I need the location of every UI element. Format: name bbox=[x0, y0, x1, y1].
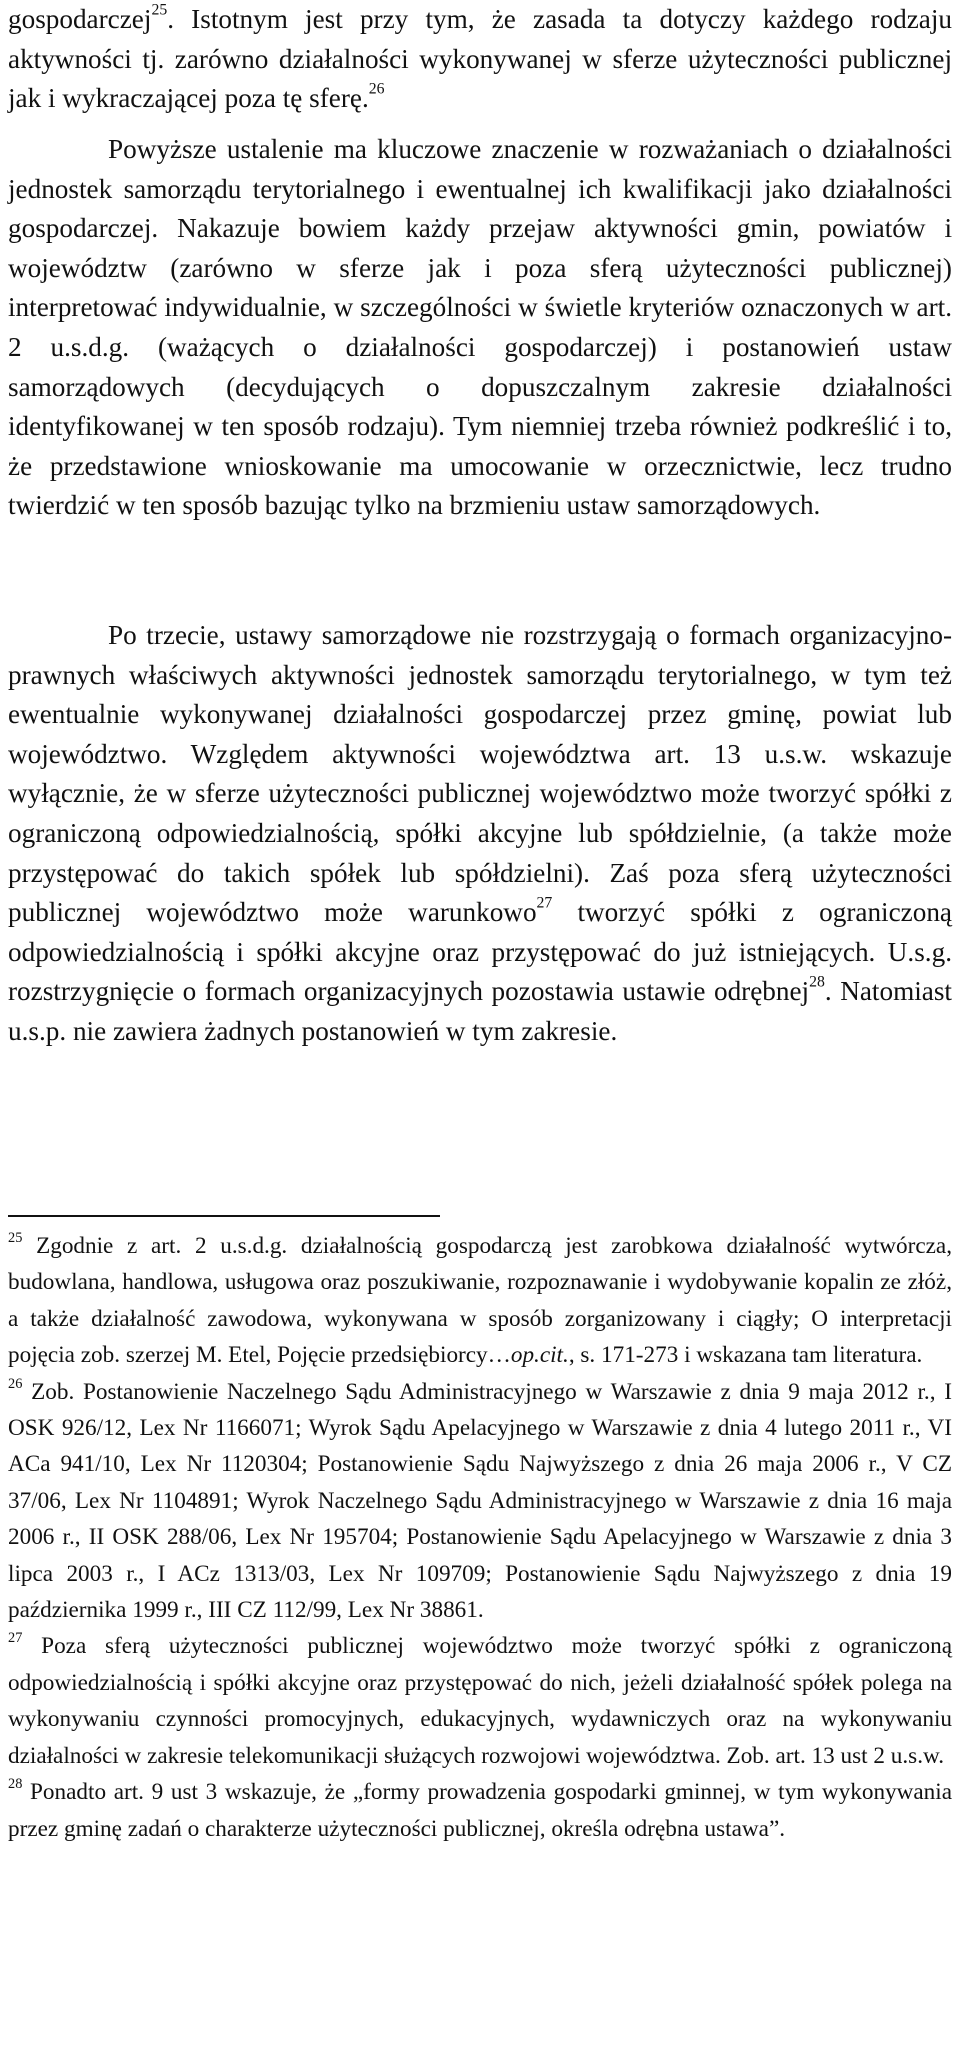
footnote-ref-25[interactable]: 25 bbox=[151, 1, 168, 19]
footnote-26: $^{26}$ Zob. Postanowienie Naczelnego Sądu Administracyjnego w Warszawie z dnia 9 maja 2012 r., I OSK 926/12, Lex Nr 1166071; Wyrok Sądu Apelacyjnego w Warszawie z dnia 4 lutego 2011 r., VI ACa 941/10, Lex Nr 1120304; Postanowienie Sądu Najwyższego z dnia 26 maja 2006 r., V CZ 37/06, Lex Nr 1104891; Wyrok Naczelnego Sądu Administracyjnego w Warszawie z dnia 16 maja 2006 r., II OSK 288/06, Lex Nr 195704; Postanowienie Sądu Apelacyjnego w Warszawie z dnia 3 lipca 2003 r., I ACz 1313/03, Lex Nr 109709; Postanowienie Sądu Najwyższego z dnia 19 października 1999 r., III CZ 112/99, Lex Nr 38861. bbox=[8, 1375, 952, 1624]
paragraph-2: Powyższe ustalenie ma kluczowe znaczenie w rozważaniach o działalności jednostek samorządu terytorialnego i ewentualnej ich kwalifikacji jako działalności gospodarczej. Nakazuje bowiem każdy przejaw aktywności gmin, powiatów i województw (zarówno w sferze jak i poza sferą użyteczności publicznej) interpretować indywidualnie, w szczególności w świetle kryteriów oznaczonych w art. 2 u.s.d.g. (ważących o działalności gospodarczej) i postanowień ustaw samorządowych (decydujących o dopuszczalnym zakresie działalności identyfikowanej w ten sposób rodzaju). Tym niemniej trzeba również podkreślić i to, że przedstawione wnioskowanie ma umocowanie w orzecznictwie, lecz trudno twierdzić w ten sposób bazując tylko na brzmieniu ustaw samorządowych. bbox=[8, 134, 952, 521]
footnote-28: $^{28}$ Ponadto art. 9 ust 3 wskazuje, że „formy prowadzenia gospodarki gminnej, w tym wykonywania przez gminę zadań o charakterze użyteczności publicznej, określa odrębna ustawa”. bbox=[8, 1776, 952, 1842]
footnote-ref-28[interactable]: 28 bbox=[809, 973, 825, 991]
footnote-27: $^{27}$ Poza sferą użyteczności publicznej województwo może tworzyć spółki z ograniczoną odpowiedzialnością i spółki akcyjne oraz przystępować do nich, jeżeli działalność spółek polega na wykonywaniu czynności promocyjnych, edukacyjnych, wydawniczych oraz na wykonywaniu działalności w zakresie telekomunikacji służących rozwojowi województwa. Zob. art. 13 ust 2 u.s.w. bbox=[8, 1630, 952, 1769]
body-text bbox=[8, 0, 952, 119]
footnote-ref-26[interactable]: 26 bbox=[368, 80, 385, 98]
body-text-2 bbox=[8, 130, 952, 526]
footnote-ref-27[interactable]: 27 bbox=[536, 894, 553, 912]
paragraph-1: gospodarczej$^{25}$. Istotnym jest przy tym, że zasada ta dotyczy każdego rodzaju aktywności tj. zarówno działalności wykonywanej w sferze użyteczności publicznej jak i wykraczającej poza tę sferę.$^{26}$ bbox=[8, 1, 952, 114]
body-text-3 bbox=[8, 616, 952, 1052]
footnote-separator bbox=[8, 1215, 440, 1217]
paragraph-3: Po trzecie, ustawy samorządowe nie rozstrzygają o formach organizacyjno-prawnych właściwych aktywności jednostek samorządu terytorialnego, w tym też ewentualnie wykonywanej działalności gospodarczej przez gminę, powiat lub województwo. Względem aktywności województwa art. 13 u.s.w. wskazuje wyłącznie, że w sferze użyteczności publicznej województwo może tworzyć spółki z ograniczoną odpowiedzialnością, spółki akcyjne lub spółdzielnie, (a także może przystępować do takich spółek lub spółdzielni). Zaś poza sferą użyteczności publicznej województwo może warunkowo$^{27}$ tworzyć spółki z ograniczoną odpowiedzialnością i spółki akcyjne oraz przystępować do już istniejących. U.s.g. rozstrzygnięcie o formach organizacyjnych pozostawia ustawie odrębnej$^{28}$. Natomiast u.s.p. nie zawiera żadnych postanowień w tym zakresie. bbox=[8, 620, 952, 1046]
footnotes bbox=[8, 1228, 952, 1847]
footnote-25: $^{25}$ Zgodnie z art. 2 u.s.d.g. działalnością gospodarczą jest zarobkowa działalność wytwórcza, budowlana, handlowa, usługowa oraz poszukiwanie, rozpoznawanie i wydobywanie kopalin ze złóż, a także działalność zawodowa, wykonywana w sposób zorganizowany i ciągły; O interpretacji pojęcia zob. szerzej M. Etel, Pojęcie przedsiębiorcy…op.cit., s. 171-273 i wskazana tam literatura. bbox=[8, 1230, 952, 1369]
